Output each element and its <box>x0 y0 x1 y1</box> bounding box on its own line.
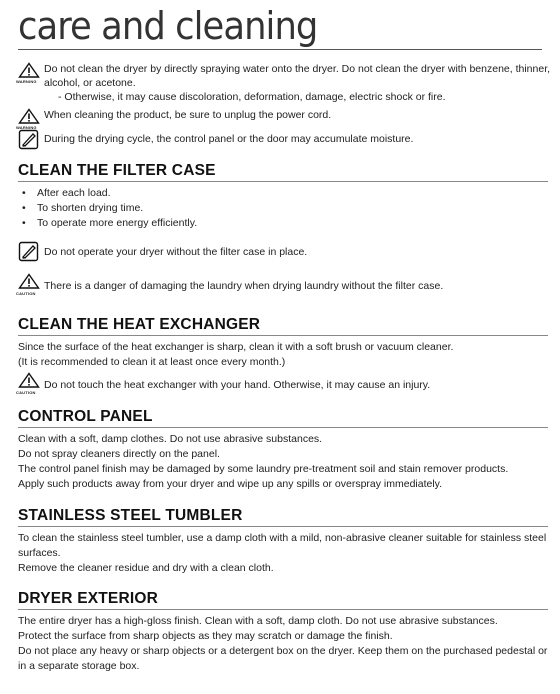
paragraph: Apply such products away from your dryer and wipe up any spills or overspray immediately. <box>18 478 443 490</box>
section-rule <box>18 335 548 336</box>
filter-case-bullets <box>22 186 197 231</box>
heat-exchanger-text <box>18 340 550 370</box>
title-rule <box>18 49 542 50</box>
list-item: • To shorten drying time. <box>22 201 197 216</box>
paragraph: Protect the surface from sharp objects as they may scratch or damage the finish. <box>18 630 393 642</box>
note-text: During the drying cycle, the control panel or the door may accumulate moisture. <box>44 133 414 145</box>
note-pencil-icon <box>18 241 40 263</box>
section-heading-stainless-tumbler: STAINLESS STEEL TUMBLER <box>18 507 243 524</box>
warning-text: Do not clean the dryer by directly spraying water onto the dryer. Do not clean the dryer with benzene, thinner, alcohol, or acetone. <box>44 63 551 89</box>
section-heading-control-panel: CONTROL PANEL <box>18 408 153 425</box>
note-text: Do not operate your dryer without the filter case in place. <box>44 246 308 258</box>
page-title: care and cleaning <box>18 4 318 48</box>
dryer-exterior-text <box>18 614 550 674</box>
section-heading-dryer-exterior: DRYER EXTERIOR <box>18 590 159 607</box>
section-heading-filter-case: CLEAN THE FILTER CASE <box>18 162 216 179</box>
control-panel-text <box>18 432 550 492</box>
warning-text: When cleaning the product, be sure to unplug the power cord. <box>44 109 332 121</box>
caution-label: CAUTION <box>16 291 36 296</box>
section-rule <box>18 427 548 428</box>
section-rule <box>18 526 548 527</box>
section-rule <box>18 181 548 182</box>
paragraph: The entire dryer has a high-gloss finish. Clean with a soft, damp cloth. Do not use abrasive substances. <box>18 615 498 627</box>
warning-label: WARNING <box>16 125 37 130</box>
warning-label: WARNING <box>16 79 37 84</box>
list-item: • After each load. <box>22 186 197 201</box>
paragraph: (It is recommended to clean it at least once every month.) <box>18 356 286 368</box>
paragraph: Do not spray cleaners directly on the panel. <box>18 448 220 460</box>
paragraph: The control panel finish may be damaged by some laundry pre-treatment soil and stain remover products. <box>18 463 509 475</box>
stainless-tumbler-text <box>18 531 550 576</box>
note-pencil-icon <box>18 129 40 151</box>
paragraph: Do not place any heavy or sharp objects or a detergent box on the dryer. Keep them on the purchased pedestal or in a separate storage box. <box>18 645 548 672</box>
paragraph: Clean with a soft, damp clothes. Do not use abrasive substances. <box>18 433 323 445</box>
caution-text: There is a danger of damaging the laundry when drying laundry without the filter case. <box>44 280 444 292</box>
list-item: • To operate more energy efficiently. <box>22 216 197 231</box>
paragraph: To clean the stainless steel tumbler, use a damp cloth with a mild, non-abrasive cleaner suitable for stainless steel surfaces. <box>18 532 547 559</box>
section-heading-heat-exchanger: CLEAN THE HEAT EXCHANGER <box>18 316 261 333</box>
caution-label: CAUTION <box>16 390 36 395</box>
caution-text: Do not touch the heat exchanger with your hand. Otherwise, it may cause an injury. <box>44 379 431 391</box>
warning-subtext: - Otherwise, it may cause discoloration, deformation, damage, electric shock or fire. <box>58 91 446 103</box>
paragraph: Remove the cleaner residue and dry with a clean cloth. <box>18 562 274 574</box>
paragraph: Since the surface of the heat exchanger is sharp, clean it with a soft brush or vacuum cleaner. <box>18 341 454 353</box>
section-rule <box>18 609 548 610</box>
